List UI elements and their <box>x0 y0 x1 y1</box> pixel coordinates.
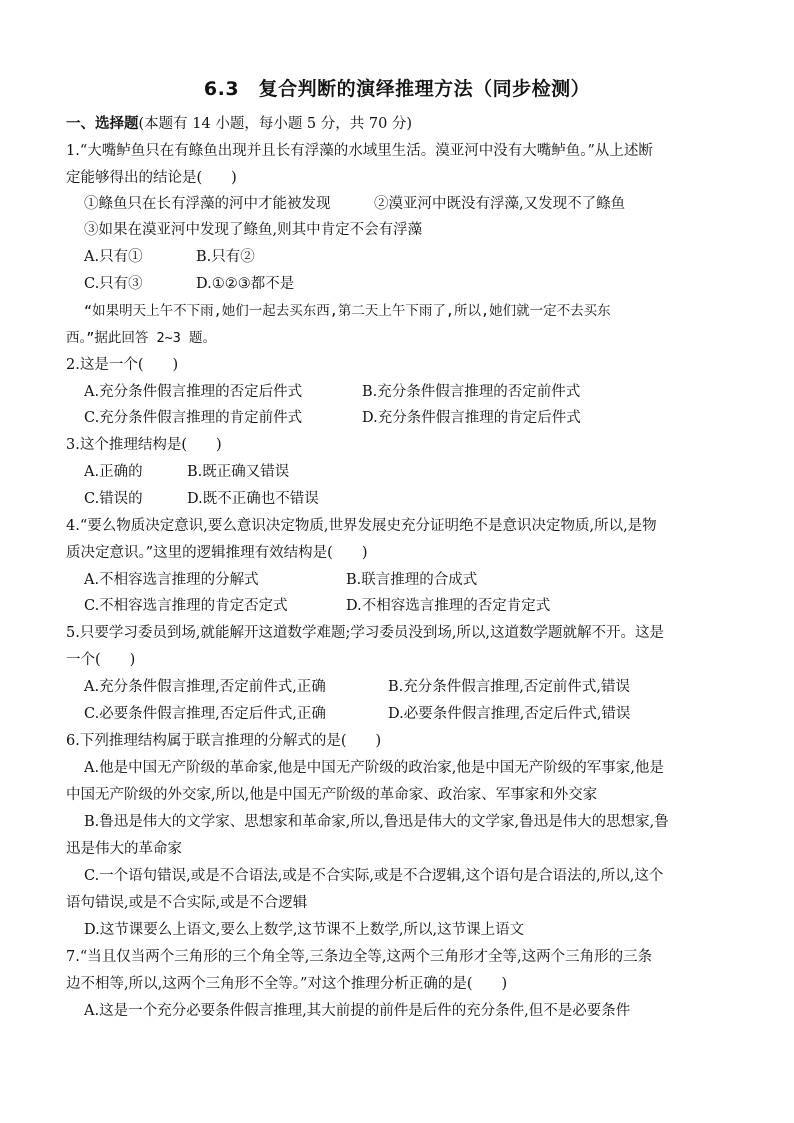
q2-option-b: B.充分条件假言推理的否定前件式 <box>362 384 581 400</box>
q4-stem-line1: 4.“要么物质决定意识,要么意识决定物质,世界发展史充分证明绝不是意识决定物质,所以,是物 <box>66 518 657 534</box>
q1-option-c: C.只有③ <box>84 276 143 292</box>
q3-option-a: A.正确的 <box>84 464 143 480</box>
q4-option-b: B.联言推理的合成式 <box>346 572 478 588</box>
q6-stem: 6.下列推理结构属于联言推理的分解式的是( ) <box>66 733 382 749</box>
q4-stem-line2: 质决定意识。”这里的逻辑推理有效结构是( ) <box>66 545 368 561</box>
q6-option-b-line2: 迅是伟大的革命家 <box>66 841 182 857</box>
q7-option-a: A.这是一个充分必要条件假言推理,其大前提的前件是后件的充分条件,但不是必要条件 <box>84 1003 631 1019</box>
q5-stem-line2: 一个( ) <box>66 652 136 668</box>
q2-option-c: C.充分条件假言推理的肯定前件式 <box>84 410 303 426</box>
q7-stem-line1: 7.“当且仅当两个三角形的三个角全等,三条边全等,这两个三角形才全等,这两个三角形的三条 <box>66 949 653 965</box>
q2-stem: 2.这是一个( ) <box>66 357 179 373</box>
section-heading <box>66 113 412 135</box>
q4-option-d: D.不相容选言推理的否定肯定式 <box>346 598 551 614</box>
q5-option-a: A.充分条件假言推理,否定前件式,正确 <box>84 679 326 695</box>
passage-line2: 西。”据此回答 2~3 题。 <box>66 330 217 346</box>
q3-stem: 3.这个推理结构是( ) <box>66 437 222 453</box>
q1-stem-line1: 1.“大嘴鲈鱼只在有鲦鱼出现并且长有浮藻的水域里生活。漠亚河中没有大嘴鲈鱼。”从上述断 <box>66 143 653 159</box>
q4-option-c: C.不相容选言推理的肯定否定式 <box>84 598 288 614</box>
q6-option-a-line2: 中国无产阶级的外交家,所以,他是中国无产阶级的革命家、政治家、军事家和外交家 <box>66 787 598 803</box>
q3-option-c: C.错误的 <box>84 491 143 507</box>
q6-option-a-line1: A.他是中国无产阶级的革命家,他是中国无产阶级的政治家,他是中国无产阶级的军事家,他是 <box>84 760 664 776</box>
q4-option-a: A.不相容选言推理的分解式 <box>84 572 259 588</box>
q1-option-d: D.①②③都不是 <box>196 276 295 292</box>
q2-option-a: A.充分条件假言推理的否定后件式 <box>84 384 303 400</box>
page-title: 6.3 复合判断的演绎推理方法（同步检测） <box>203 78 591 100</box>
q3-option-b: B.既正确又错误 <box>187 464 290 480</box>
q3-option-d: D.既不正确也不错误 <box>187 491 319 507</box>
q5-option-c: C.必要条件假言推理,否定后件式,正确 <box>84 706 326 722</box>
q1-item-3: ③如果在漠亚河中发现了鲦鱼,则其中肯定不会有浮藻 <box>84 222 423 238</box>
q5-option-d: D.必要条件假言推理,否定后件式,错误 <box>388 706 631 722</box>
passage-line1: “如果明天上午不下雨,她们一起去买东西,第二天上午下雨了,所以,她们就一定不去买东 <box>84 303 611 319</box>
section-heading-note: (本题有 14 小题，每小题 5 分，共 70 分) <box>138 116 413 132</box>
q1-stem-line2: 定能够得出的结论是( ) <box>66 170 237 186</box>
q6-option-d: D.这节课要么上语文,要么上数学,这节课不上数学,所以,这节课上语文 <box>84 922 525 938</box>
q1-option-a: A.只有① <box>84 249 143 265</box>
q5-option-b: B.充分条件假言推理,否定前件式,错误 <box>388 679 630 695</box>
q2-option-d: D.充分条件假言推理的肯定后件式 <box>362 410 581 426</box>
q1-item-2: ②漠亚河中既没有浮藻,又发现不了鲦鱼 <box>374 196 626 212</box>
q7-stem-line2: 边不相等,所以,这两个三角形不全等。”对这个推理分析正确的是( ) <box>66 976 508 992</box>
q6-option-c-line2: 语句错误,或是不合实际,或是不合逻辑 <box>66 895 308 911</box>
section-heading-label: 一、选择题 <box>66 115 139 132</box>
q5-stem-line1: 5.只要学习委员到场,就能解开这道数学难题;学习委员没到场,所以,这道数学题就解不开。这是 <box>66 625 665 641</box>
q1-option-b: B.只有② <box>196 249 255 265</box>
q1-item-1: ①鲦鱼只在长有浮藻的河中才能被发现 <box>84 196 331 212</box>
q6-option-c-line1: C.一个语句错误,或是不合语法,或是不合实际,或是不合逻辑,这个语句是合语法的,所以,这个 <box>84 868 664 884</box>
q6-option-b-line1: B.鲁迅是伟大的文学家、思想家和革命家,所以,鲁迅是伟大的文学家,鲁迅是伟大的思想家,鲁 <box>84 814 669 830</box>
